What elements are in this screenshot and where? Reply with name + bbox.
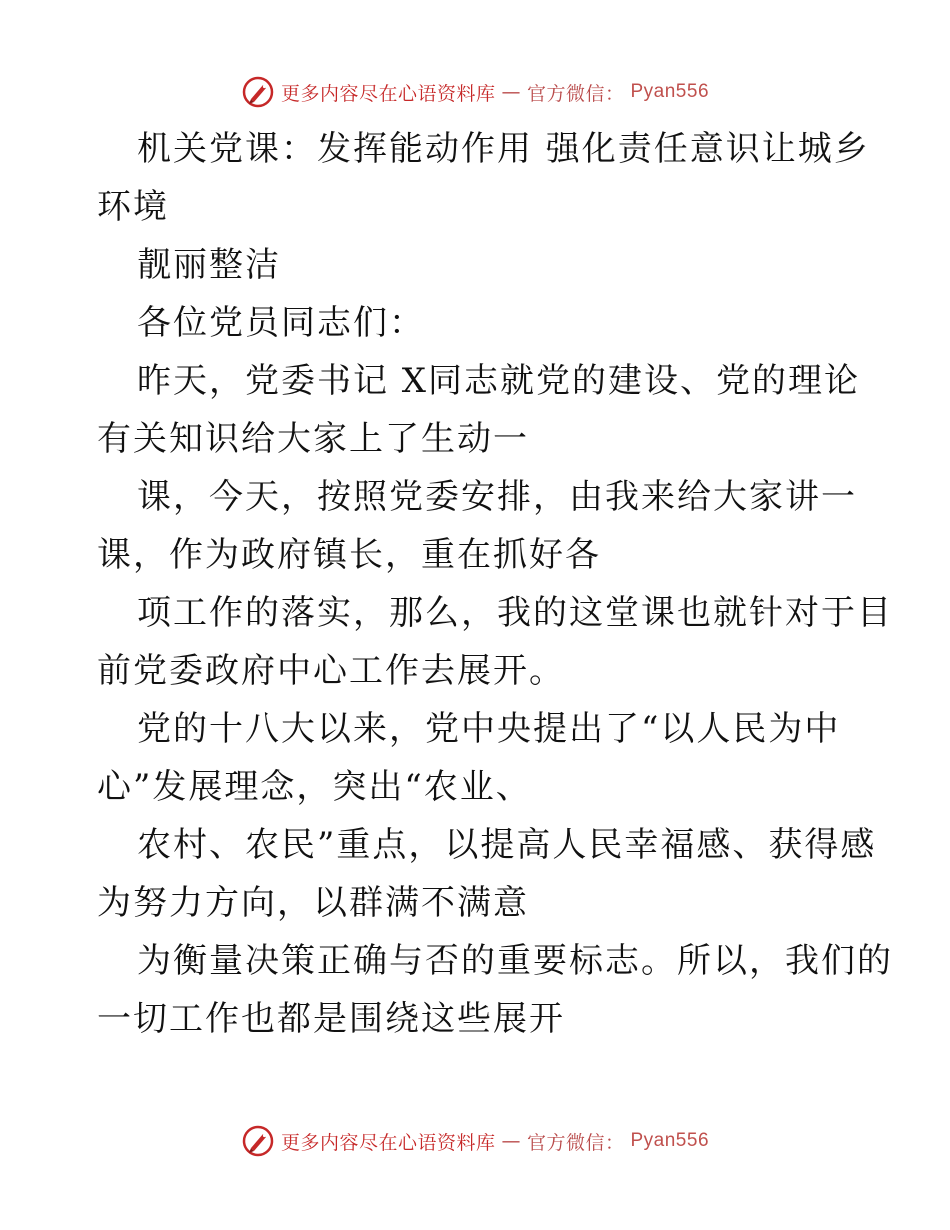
watermark-dash: — <box>501 1130 521 1152</box>
watermark-main-text: 更多内容尽在心语资料库 <box>280 1131 496 1154</box>
title-line-2: 环境 <box>97 187 169 227</box>
paragraph-line: 有关知识给大家上了生动一 <box>97 419 529 459</box>
pen-logo-icon <box>241 75 275 109</box>
watermark-header <box>0 72 950 112</box>
watermark-main-text: 更多内容尽在心语资料库 <box>280 82 496 105</box>
document-body <box>97 120 893 1048</box>
paragraph-line: 为衡量决策正确与否的重要标志。所以，我们的 <box>137 941 893 981</box>
paragraph-line: 课，作为政府镇长，重在抓好各 <box>97 535 601 575</box>
pen-logo-icon <box>241 1124 275 1158</box>
paragraph-line: 项工作的落实，那么，我的这堂课也就针对于目 <box>137 593 893 633</box>
paragraph-line: 党的十八大以来，党中央提出了“以人民为中 <box>137 709 841 749</box>
paragraph-line: 昨天，党委书记 X同志就党的建设、党的理论 <box>137 361 861 401</box>
watermark-wechat-label: 官方微信： <box>526 1131 625 1154</box>
paragraph-line: 前党委政府中心工作去展开。 <box>97 651 565 691</box>
watermark-footer <box>0 1121 950 1161</box>
watermark-wechat-id: Pyan556 <box>630 81 710 102</box>
paragraph-line: 心”发展理念，突出“农业、 <box>97 767 532 807</box>
title-line-3: 靓丽整洁 <box>137 245 281 285</box>
watermark-wechat-label: 官方微信： <box>526 82 625 105</box>
watermark-dash: — <box>501 81 521 103</box>
paragraph-line: 一切工作也都是围绕这些展开 <box>97 999 565 1039</box>
watermark-wechat-id: Pyan556 <box>630 1130 710 1151</box>
title-line-1: 机关党课：发挥能动作用 强化责任意识让城乡 <box>137 129 870 169</box>
salutation: 各位党员同志们： <box>137 303 425 343</box>
paragraph-line: 课，今天，按照党委安排，由我来给大家讲一 <box>137 477 857 517</box>
paragraph-line: 为努力方向，以群满不满意 <box>97 883 529 923</box>
paragraph-line: 农村、农民”重点，以提高人民幸福感、获得感 <box>137 825 877 865</box>
